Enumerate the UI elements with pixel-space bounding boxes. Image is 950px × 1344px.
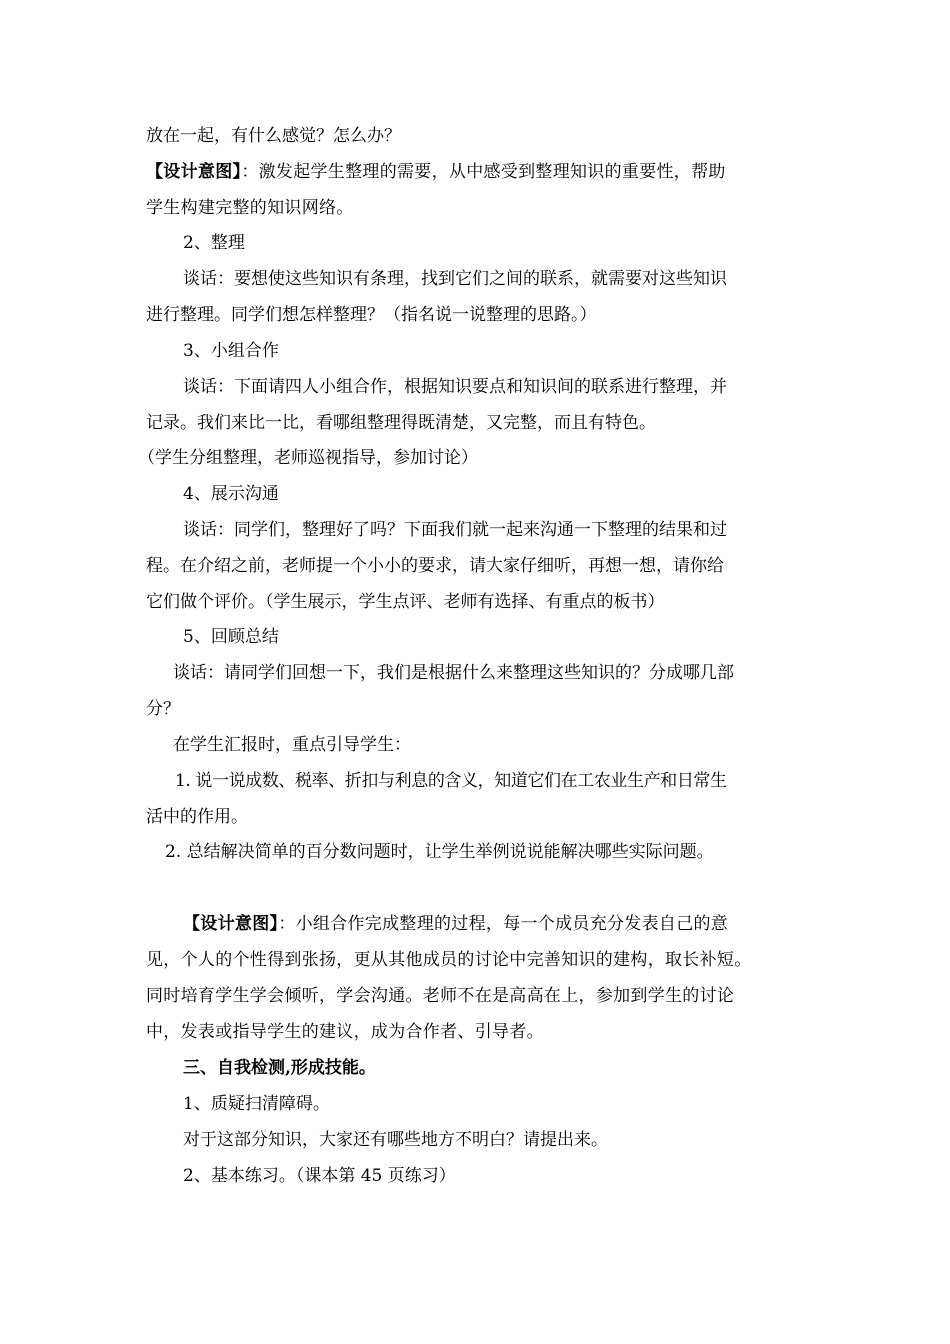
text-line: 谈话：下面请四人小组合作，根据知识要点和知识间的联系进行整理，并 bbox=[183, 377, 727, 397]
text-line: 中，发表或指导学生的建议，成为合作者、引导者。 bbox=[146, 1022, 544, 1042]
text-line: 在学生汇报时，重点引导学生： bbox=[173, 735, 411, 755]
text-line: 对于这部分知识，大家还有哪些地方不明白？请提出来。 bbox=[183, 1130, 608, 1150]
step-heading: 3、小组合作 bbox=[183, 341, 279, 361]
section-heading: 三、自我检测,形成技能。 bbox=[183, 1058, 376, 1078]
design-intent-label: 【设计意图】 bbox=[183, 914, 279, 934]
text-line: 进行整理。同学们想怎样整理？（指名说一说整理的思路。） bbox=[146, 305, 597, 325]
text-line: 谈话：同学们，整理好了吗？下面我们就一起来沟通一下整理的结果和过 bbox=[183, 520, 727, 540]
text-line: 同时培育学生学会倾听，学会沟通。老师不在是高高在上，参加到学生的讨论 bbox=[146, 986, 735, 1006]
text-line: 谈话：要想使这些知识有条理，找到它们之间的联系，就需要对这些知识 bbox=[183, 269, 727, 289]
text-line: 放在一起，有什么感觉？怎么办？ bbox=[146, 126, 401, 146]
design-intent-line bbox=[183, 912, 728, 936]
design-intent-text: ：激发起学生整理的需要，从中感受到整理知识的重要性，帮助 bbox=[241, 162, 726, 182]
step-heading: 1、质疑扫清障碍。 bbox=[183, 1094, 330, 1114]
text-line: 分？ bbox=[146, 699, 180, 719]
step-heading: 2、整理 bbox=[183, 233, 245, 253]
text-line: （学生分组整理，老师巡视指导，参加讨论） bbox=[138, 448, 478, 468]
design-intent-line bbox=[146, 160, 726, 184]
text-line: 学生构建完整的知识网络。 bbox=[146, 198, 354, 218]
design-intent-text: ：小组合作完成整理的过程，每一个成员充分发表自己的意 bbox=[278, 914, 729, 934]
text-line: 记录。我们来比一比，看哪组整理得既清楚，又完整，而且有特色。 bbox=[146, 413, 656, 433]
list-item: 1. 说一说成数、税率、折扣与利息的含义，知道它们在工农业生产和日常生 bbox=[175, 771, 727, 791]
text-line: 谈话：请同学们回想一下，我们是根据什么来整理这些知识的？分成哪几部 bbox=[173, 663, 734, 683]
text-line: 程。在介绍之前，老师提一个小小的要求，请大家仔细听，再想一想，请你给 bbox=[146, 556, 724, 576]
text-line: 它们做个评价。（学生展示，学生点评、老师有选择、有重点的板书） bbox=[146, 592, 665, 612]
step-heading: 2、基本练习。（课本第 45 页练习） bbox=[183, 1166, 456, 1186]
text-line: 活中的作用。 bbox=[146, 807, 248, 827]
design-intent-label: 【设计意图】 bbox=[146, 162, 242, 182]
list-item: 2. 总结解决简单的百分数问题时，让学生举例说说能解决哪些实际问题。 bbox=[165, 842, 714, 862]
text-line: 见，个人的个性得到张扬，更从其他成员的讨论中完善知识的建构，取长补短。 bbox=[146, 950, 752, 970]
step-heading: 4、展示沟通 bbox=[183, 484, 279, 504]
step-heading: 5、回顾总结 bbox=[183, 627, 279, 647]
